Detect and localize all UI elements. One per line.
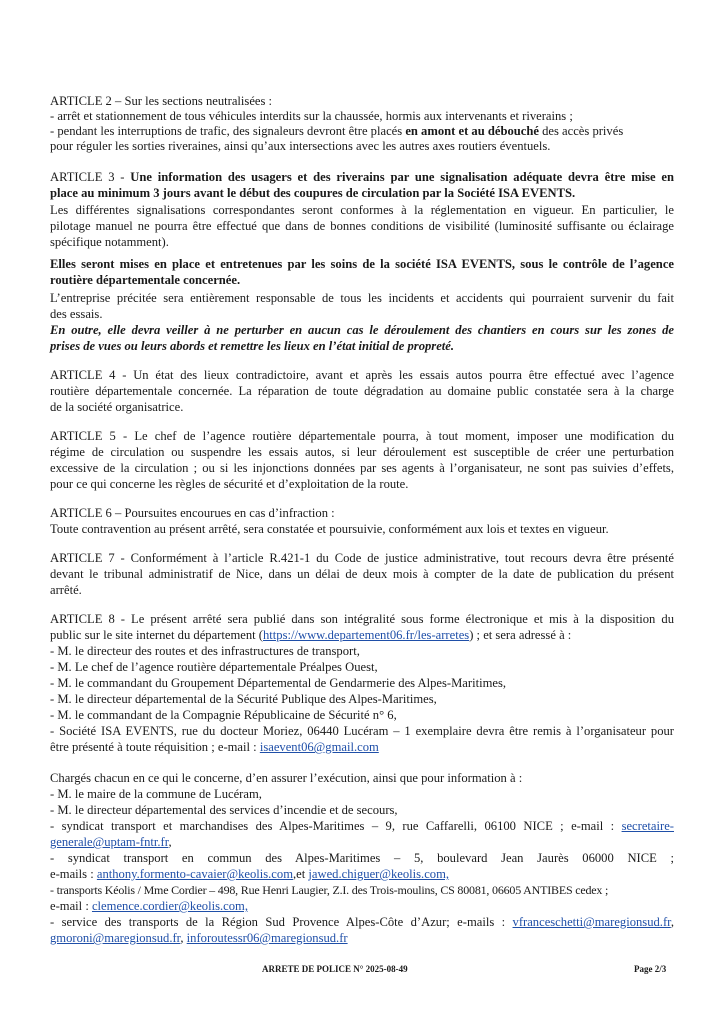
text: ,et (293, 867, 309, 881)
text: , (670, 915, 674, 929)
article-5-line: ARTICLE 5 - Le chef de l’agence routière départementale pourra, à tout moment, imposer une modification du (50, 429, 674, 443)
uptam-email-link[interactable]: secretaire- (621, 819, 674, 833)
article-5-line: régime de circulation ou suspendre les essais autos, si leur déroulement est susceptible de créer une perturbation (50, 445, 674, 459)
article-7-line: ARTICLE 7 - Conformément à l’article R.421-1 du Code de justice administrative, tout recours devra être présenté (50, 551, 674, 565)
recipient-item: - M. le commandant de la Compagnie Républicaine de Sécurité n° 6, (50, 708, 397, 722)
article-3-line: Les différentes signalisations correspondantes seront conformes à la réglementation en vigueur. En particulier, le (50, 203, 674, 217)
article-3-line: spécifique notamment). (50, 235, 169, 249)
article-2-line: - arrêt et stationnement de tous véhicules interdits sur la chaussée, hormis aux intervenants et riverains ; (50, 109, 573, 123)
text: - service des transports de la Région Sud Provence Alpes-Côte d’Azur; e-mails : (50, 915, 513, 929)
recipient-item: - Société ISA EVENTS, rue du docteur Moriez, 06440 Lucéram – 1 exemplaire devra être remis à l’organisateur pour (50, 724, 674, 738)
footer-reference: ARRETE DE POLICE N° 2025-08-49 (262, 964, 408, 974)
info-recipient (50, 819, 674, 834)
article-8-line (50, 628, 674, 643)
recipient-item: - M. Le chef de l’agence routière départementale Préalpes Ouest, (50, 660, 378, 674)
text: e-mail : (50, 899, 92, 913)
article-6-line: Toute contravention au présent arrêté, sera constatée et poursuivie, conformément aux lois et textes en vigueur. (50, 522, 609, 536)
article-3-line: prises de vues ou leurs abords et remettre les lieux en l’état initial de propreté. (50, 339, 455, 353)
recipient-item: - M. le directeur départemental de la Sécurité Publique des Alpes-Maritimes, (50, 692, 437, 706)
info-recipient: - syndicat transport en commun des Alpes-Maritimes – 5, boulevard Jean Jaurès 06000 NICE ; (50, 851, 674, 865)
text: public sur le site internet du département ( (50, 628, 263, 642)
article-3-line: des essais. (50, 307, 103, 321)
text: ) ; et sera adressé à : (469, 628, 572, 642)
text: , (180, 931, 187, 945)
info-recipient: - M. le directeur départemental des services d’incendie et de secours, (50, 803, 398, 817)
info-recipient-cont (50, 835, 674, 850)
cordier-email-link[interactable]: clemence.cordier@keolis.com, (91, 899, 248, 913)
text: - syndicat transport et marchandises des Alpes-Maritimes – 9, rue Caffarelli, 06100 NICE ; e-mail : (50, 819, 622, 833)
article-3-line: En outre, elle devra veiller à ne perturber en aucun cas le déroulement des chantiers en cours sur les zones de (50, 323, 674, 337)
info-recipient: - M. le maire de la commune de Lucéram, (50, 787, 262, 801)
bold-text: en amont et au débouché (405, 124, 539, 138)
moroni-email-link[interactable]: gmoroni@maregionsud.fr (50, 931, 181, 945)
article-3-heading (50, 170, 674, 185)
article-5-line: excessive de la circulation ; ou si les injonctions données par ses agents à l’organisateur, ne sont pas suivies d’effets, (50, 461, 674, 475)
article-2-line: pour réguler les sorties riveraines, ainsi qu’aux intersections avec les autres axes routiers éventuels. (50, 139, 551, 153)
article-5-line: pour ce qui concerne les règles de sécurité et d’exploitation de la route. (50, 477, 409, 491)
info-recipient (50, 915, 674, 930)
article-7-line: devant le tribunal administratif de Nice, dans un délai de deux mois à compter de la date de publication du présent (50, 567, 674, 581)
text: e-mails : (50, 867, 97, 881)
article-label: ARTICLE 3 - (50, 170, 131, 184)
text: des accès privés (538, 124, 624, 138)
bold-text: Une information des usagers et des riverains par une signalisation adéquate devra être mise en (130, 170, 674, 184)
article-6-title: ARTICLE 6 – Poursuites encourues en cas d’infraction : (50, 506, 335, 520)
info-recipient-cont (50, 867, 674, 882)
recipient-item-cont (50, 740, 674, 755)
article-2-line (50, 124, 674, 139)
article-2-title: ARTICLE 2 – Sur les sections neutralisées : (50, 94, 273, 108)
text: , (168, 835, 172, 849)
keolis-email-link-1[interactable]: anthony.formento-cavaier@keolis.com (96, 867, 293, 881)
keolis-email-link-2[interactable]: jawed.chiguer@keolis.com, (308, 867, 450, 881)
article-4-line: routière départementale concernée. La réparation de toute dégradation au domaine public constatée sera à la charge (50, 384, 674, 398)
text: être présenté à toute réquisition ; e-mail : (50, 740, 260, 754)
uptam-email-link[interactable]: generale@uptam-fntr.fr (50, 835, 169, 849)
footer-page-number: Page 2/3 (634, 964, 667, 974)
recipient-item: - M. le commandant du Groupement Départemental de Gendarmerie des Alpes-Maritimes, (50, 676, 507, 690)
info-recipient-cont (50, 899, 674, 914)
article-3-line: pilotage manuel ne pourra être effectué que dans de bonnes conditions de visibilité (luminosité suffisante ou éclairage (50, 219, 674, 233)
departement-url-link[interactable]: https://www.departement06.fr/les-arretes (262, 628, 470, 642)
isa-email-link[interactable]: isaevent06@gmail.com (259, 740, 379, 754)
article-3-line: routière départementale concernée. (50, 273, 241, 287)
recipient-item: - M. le directeur des routes et des infrastructures de transport, (50, 644, 360, 658)
info-recipient: - transports Kéolis / Mme Cordier – 498, Rue Henri Laugier, Z.I. des Trois-moulins, CS 80081, 06605 ANTIBES cedex ; (50, 883, 609, 897)
franceschetti-email-link[interactable]: vfranceschetti@maregionsud.fr (512, 915, 671, 929)
text: - pendant les interruptions de trafic, des signaleurs devront être placés (50, 124, 406, 138)
article-7-line: arrêté. (50, 583, 82, 597)
article-3-line: L’entreprise précitée sera entièrement responsable de tous les incidents et accidents qui pourraient survenir du fait (50, 291, 674, 305)
info-recipient-cont (50, 931, 674, 946)
article-4-line: ARTICLE 4 - Un état des lieux contradictoire, avant et après les essais autos pourra être effectué avec l’agence (50, 368, 674, 382)
inforoutes-email-link[interactable]: inforoutessr06@maregionsud.fr (186, 931, 348, 945)
charges-intro: Chargés chacun en ce qui le concerne, d’en assurer l’exécution, ainsi que pour information à : (50, 771, 523, 785)
article-3-line: place au minimum 3 jours avant le début des coupures de circulation par la Société ISA EVENTS. (50, 186, 576, 200)
article-8-line: ARTICLE 8 - Le présent arrêté sera publié dans son intégralité sous forme électronique et mis à la disposition du (50, 612, 674, 626)
article-3-line: Elles seront mises en place et entretenues par les soins de la société ISA EVENTS, sous le contrôle de l’agence (50, 257, 674, 271)
article-4-line: de la société organisatrice. (50, 400, 184, 414)
